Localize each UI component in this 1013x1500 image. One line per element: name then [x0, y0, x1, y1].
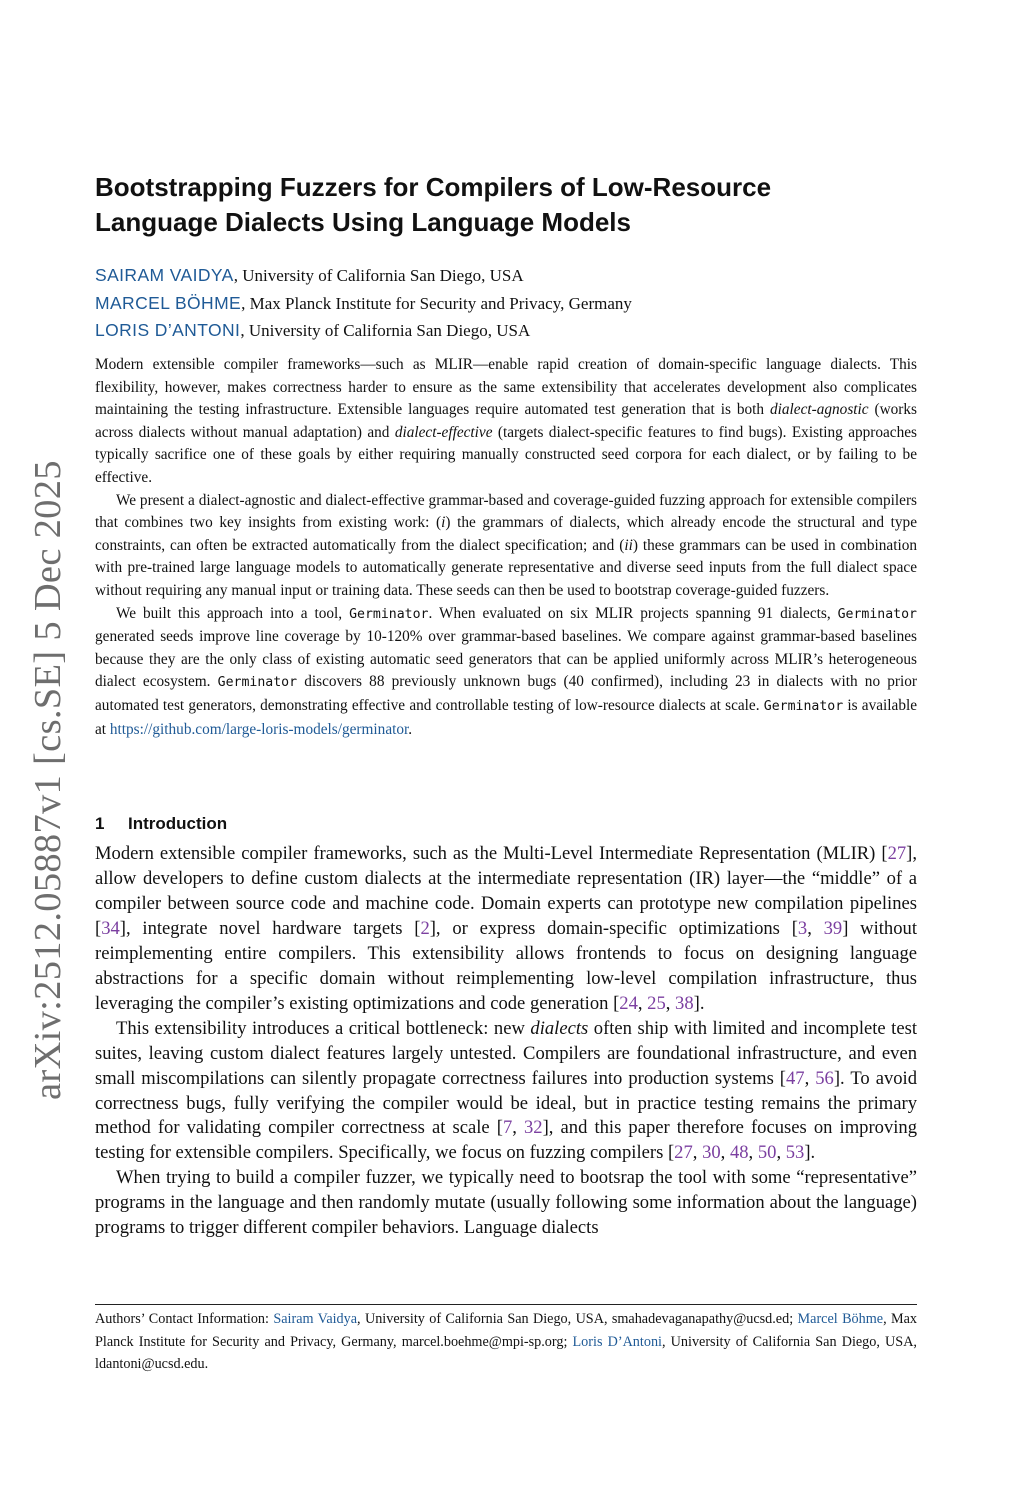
citation-link[interactable]: 56: [815, 1067, 834, 1089]
author-affiliation: , University of California San Diego, USA: [240, 321, 531, 340]
abstract-text: generated seeds improve line coverage by 10-120% over grammar-based baselines. We compare against grammar-based baselines because they are the only class of existing automatic seed generators that can be applied uniformly across MLIR’s heterogeneous dialect ecosystem.: [95, 628, 917, 691]
body-text: often ship with limited and incomplete test suites, leaving custom dialect features largely untested. Compilers are foundational infrastructure, and even small miscompilations can silently propagate correctness failures into production systems [: [95, 1017, 917, 1089]
citation-separator: ,: [637, 992, 648, 1014]
body-paragraph: [95, 1166, 917, 1241]
abstract-emphasis: ii: [624, 536, 633, 554]
citation-link[interactable]: 25: [647, 992, 666, 1014]
author-name-link[interactable]: SAIRAM VAIDYA: [95, 265, 234, 285]
tool-name: Germinator: [763, 698, 844, 714]
abstract-text: ) these grammars can be used in combination with pre-trained large language models to automatically generate representative and diverse seed inputs from the full dialect space without requiring any manual input or training data. These seeds can then be used to bootstrap coverage-guided fuzzers.: [95, 536, 917, 599]
citation-link[interactable]: 2: [420, 917, 430, 939]
section-title: Introduction: [128, 814, 228, 833]
citation-separator: ,: [720, 1142, 730, 1164]
author-affiliation: , Max Planck Institute for Security and Privacy, Germany: [241, 293, 632, 313]
citation-separator: ,: [692, 1142, 703, 1164]
author-name-link[interactable]: Sairam Vaidya: [273, 1311, 358, 1327]
body-text: ]. To avoid correctness bugs, fully verifying the compiler would be ideal, but in practice testing remains the primary method for validating compiler correctness at scale [: [95, 1067, 918, 1139]
section-number: 1: [95, 814, 105, 833]
author-contact-footnote: [95, 1308, 917, 1376]
footnote-rule: [95, 1304, 917, 1305]
citation-link[interactable]: 3: [797, 917, 808, 939]
author-entry: [95, 317, 925, 345]
abstract-text: is available at: [95, 696, 918, 738]
citation-link[interactable]: 50: [757, 1142, 777, 1164]
citation-separator: ,: [776, 1142, 786, 1164]
body-text: ], allow developers to define custom dialects at the intermediate representation (IR) layer—the “middle” of a compiler between source code and machine code. Domain experts can prototype new compilation pipelines [: [95, 843, 917, 939]
body-paragraph: [95, 1017, 917, 1167]
citation-link[interactable]: 24: [619, 992, 638, 1014]
footnote-text: , University of California San Diego, USA, smahadevaganapathy@ucsd.ed;: [357, 1311, 798, 1327]
title-line-1: Bootstrapping Fuzzers for Compilers of Low-Resource: [95, 172, 772, 202]
footnote-text: , Max Planck Institute for Security and Privacy, Germany, marcel.boehme@mpi-sp.org;: [95, 1311, 917, 1350]
author-name-link[interactable]: LORIS D’ANTONI: [95, 320, 241, 340]
title-line-2: Language Dialects Using Language Models: [95, 207, 631, 237]
citation-separator: ,: [804, 1067, 816, 1089]
abstract-text: We present a dialect-agnostic and dialect-effective grammar-based and coverage-guided fuzzing approach for extensible compilers that combines two key insights from existing work: (: [95, 491, 917, 532]
abstract-emphasis: dialect-effective: [394, 423, 493, 441]
abstract-text: We built this approach into a tool,: [116, 604, 350, 622]
footnote-label: Authors’ Contact Information:: [95, 1311, 274, 1327]
body-text: Modern extensible compiler frameworks, such as the Multi-Level Intermediate Representation (MLIR) [: [95, 843, 888, 864]
arxiv-stamp: arXiv:2512.05887v1 [cs.SE] 5 Dec 2025: [27, 460, 69, 1100]
author-affiliation: , University of California San Diego, USA: [233, 266, 524, 285]
author-name-link[interactable]: Marcel Böhme: [797, 1311, 884, 1327]
paper-title: [95, 170, 925, 240]
author-name-link[interactable]: MARCEL BÖHME: [95, 292, 242, 313]
abstract-text: .: [408, 720, 413, 738]
citation-link[interactable]: 32: [524, 1117, 543, 1139]
body-text: ], integrate novel hardware targets [: [119, 917, 421, 939]
body-text: This extensibility introduces a critical bottleneck: new: [116, 1017, 531, 1039]
citation-separator: ,: [512, 1117, 524, 1139]
author-entry: [95, 262, 925, 290]
citation-link[interactable]: 38: [675, 992, 694, 1014]
introduction-body: [95, 842, 917, 1241]
body-emphasis: dialects: [530, 1017, 589, 1039]
citation-link[interactable]: 34: [101, 917, 120, 939]
body-text: ].: [804, 1142, 816, 1164]
abstract-emphasis: i: [441, 514, 446, 532]
author-entry: [95, 290, 925, 318]
tool-name: Germinator: [217, 675, 298, 691]
abstract-text: (works across dialects without manual adaptation) and: [95, 401, 917, 441]
abstract-text: discovers 88 previously unknown bugs (40 confirmed), including 23 in dialects with no prior automated test generators, demonstrating effective and controllable testing of low-resource dialects at scale.: [95, 673, 917, 714]
citation-link[interactable]: 39: [823, 917, 843, 939]
citation-link[interactable]: 47: [786, 1067, 805, 1089]
body-text: ].: [693, 992, 705, 1014]
abstract: [95, 354, 917, 741]
footnote-text: , University of California San Diego, USA, ldantoni@ucsd.edu.: [95, 1333, 917, 1372]
citation-link[interactable]: 30: [702, 1142, 721, 1164]
abstract-text: ) the grammars of dialects, which already encode the structural and type constraints, can often be extracted automatically from the dialect specification; and (: [95, 514, 917, 554]
abstract-emphasis: dialect-agnostic: [770, 401, 869, 419]
abstract-paragraph: [95, 490, 917, 603]
repository-link[interactable]: https://github.com/large-loris-models/germinator: [109, 720, 409, 738]
tool-name: Germinator: [349, 606, 429, 622]
body-text: When trying to build a compiler fuzzer, we typically need to bootsrap the tool with some “representative” programs in the language and then randomly mutate (usually following some information about the language) programs to trigger different compiler behaviors. Language dialects: [95, 1167, 917, 1239]
citation-link[interactable]: 48: [729, 1142, 749, 1164]
abstract-text: . When evaluated on six MLIR projects spanning 91 dialects,: [428, 604, 838, 622]
citation-link[interactable]: 53: [785, 1142, 805, 1164]
citation-link[interactable]: 27: [674, 1142, 693, 1164]
citation-separator: ,: [665, 992, 676, 1014]
citation-link[interactable]: 27: [887, 843, 907, 864]
abstract-paragraph: [95, 354, 917, 490]
author-name-link[interactable]: Loris D’Antoni: [572, 1333, 662, 1350]
citation-link[interactable]: 7: [502, 1117, 513, 1139]
abstract-paragraph: [95, 603, 917, 742]
tool-name: Germinator: [837, 606, 917, 622]
body-text: ], or express domain-specific optimizations [: [429, 917, 798, 939]
body-paragraph: [95, 842, 917, 1017]
footnote-paragraph: [95, 1308, 917, 1376]
abstract-text: Modern extensible compiler frameworks—such as MLIR—enable rapid creation of domain-specific language dialects. This flexibility, however, makes correctness harder to ensure as the same extensibility that accelerates development also complicates maintaining the testing infrastructure. Extensible languages require automated test generation that is both: [95, 356, 917, 419]
body-text: ] without reimplementing entire compilers. This extensibility allows frontends to focus on designing language abstractions for a specific domain without reimplementing low-level compilation infrastructure, thus leveraging the compiler’s existing optimizations and code generation [: [95, 917, 917, 1014]
body-text: ], and this paper therefore focuses on improving testing for extensible compilers. Specifically, we focus on fuzzing compilers [: [95, 1117, 918, 1164]
section-heading: [95, 813, 227, 835]
citation-separator: ,: [807, 917, 824, 939]
citation-separator: ,: [748, 1142, 758, 1164]
author-list: [95, 262, 925, 345]
abstract-text: (targets dialect-specific features to find bugs). Existing approaches typically sacrifice one of these goals by either requiring manually constructed seed corpora for each dialect, or by failing to be effective.: [95, 423, 917, 486]
